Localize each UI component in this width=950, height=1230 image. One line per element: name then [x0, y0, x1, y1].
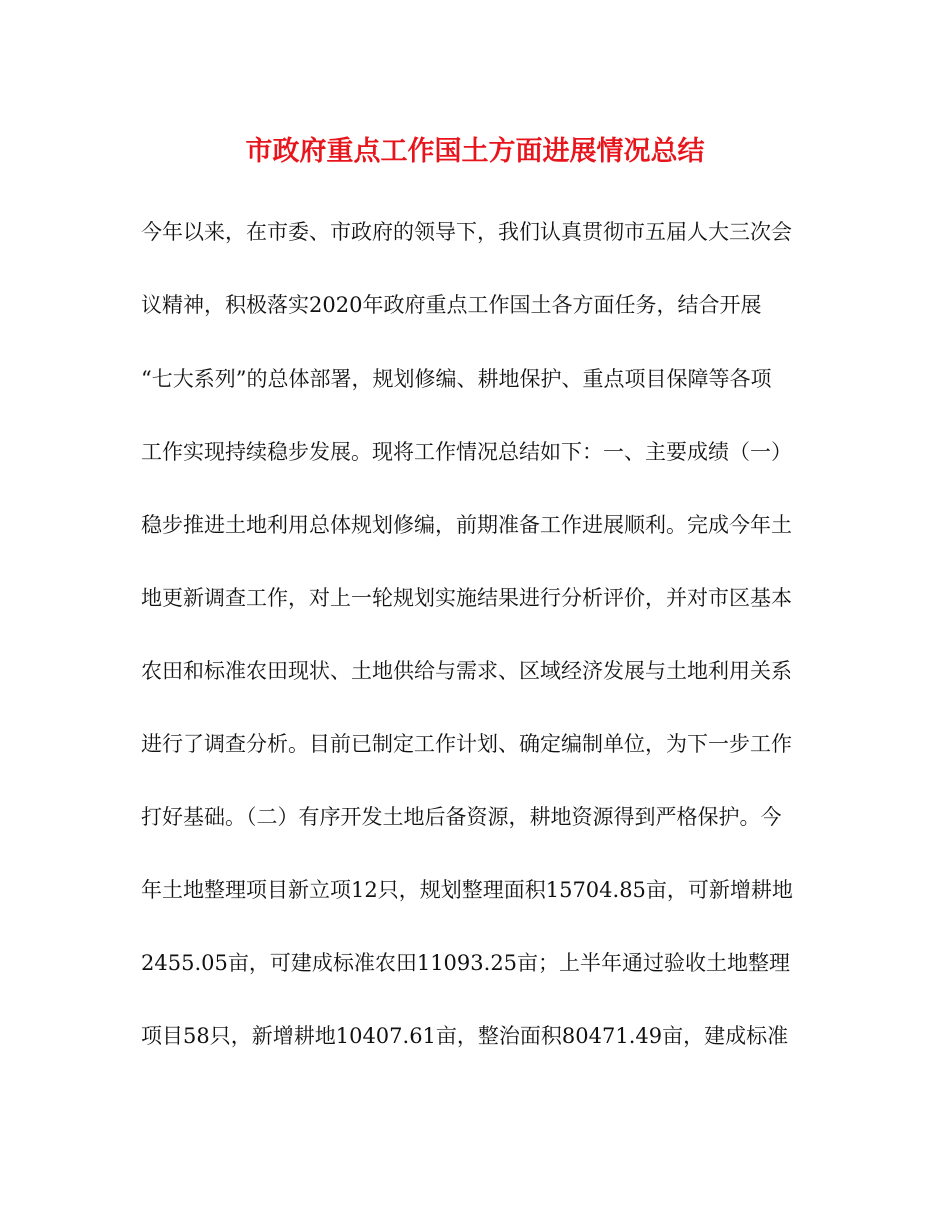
body-line: 地更新调查工作，对上一轮规划实施结果进行分析评价，并对市区基本	[141, 586, 792, 610]
body-line: 打好基础。（二）有序开发土地后备资源，耕地资源得到严格保护。今	[141, 805, 782, 829]
body-line: 农田和标准农田现状、土地供给与需求、区域经济发展与土地利用关系	[141, 659, 792, 683]
body-line: 项目58只，新增耕地10407.61亩，整治面积80471.49亩，建成标准	[141, 1024, 789, 1048]
body-line: 工作实现持续稳步发展。现将工作情况总结如下：一、主要成绩（一）	[141, 440, 792, 464]
body-line: 稳步推进土地利用总体规划修编，前期准备工作进展顺利。完成今年土	[141, 513, 792, 537]
body-line: 2455.05亩，可建成标准农田11093.25亩；上半年通过验收土地整理	[141, 951, 791, 975]
body-line: 进行了调查分析。目前已制定工作计划、确定编制单位，为下一步工作	[141, 732, 792, 756]
body-line: “七大系列”的总体部署，规划修编、耕地保护、重点项目保障等各项	[141, 367, 772, 391]
body-line: 今年以来，在市委、市政府的领导下，我们认真贯彻市五届人大三次会	[141, 220, 792, 244]
body-line: 议精神，积极落实2020年政府重点工作国土各方面任务，结合开展	[141, 293, 762, 317]
body-line: 年土地整理项目新立项12只，规划整理面积15704.85亩，可新增耕地	[141, 878, 793, 902]
document-title: 市政府重点工作国土方面进展情况总结	[245, 136, 705, 167]
